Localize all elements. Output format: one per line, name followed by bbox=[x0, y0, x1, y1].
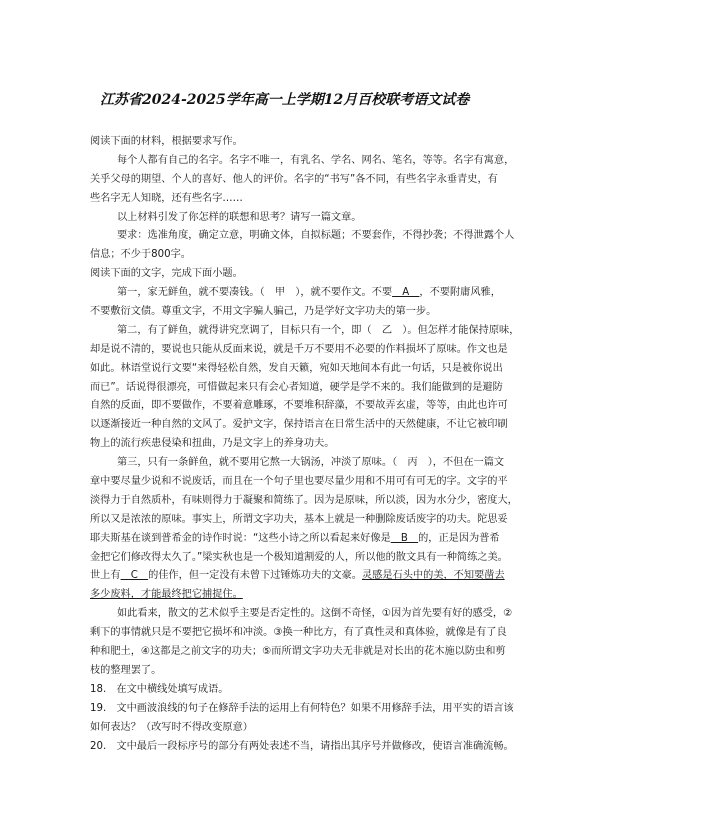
passage-line: 而已”。话说得很漂亮，可惜做起来只有会心者知道，硬学是学不来的。我们能做到的是避防 bbox=[90, 381, 503, 393]
writing-prompt: 以上材料引发了你怎样的联想和思考？请写一篇文章。 bbox=[117, 211, 362, 223]
passage-line bbox=[90, 530, 630, 549]
passage-line: 剩下的事情就只是不要把它损坏和冲淡。③换一种比方，有了真性灵和真体验，就像是有了良 bbox=[90, 627, 507, 639]
passage-text: 的佳作，但一定没有未曾下过锤炼功夫的文豪。 bbox=[148, 570, 362, 582]
writing-requirements: 信息；不少于800字。 bbox=[90, 249, 191, 261]
passage-line: 自然的反面，即不要做作，不要着意雕琢，不要堆积辞藻，不要故弄玄虚，等等，由此也许可 bbox=[90, 400, 508, 412]
passage-line: 以逐渐接近一种自然的文风了。爱护文字，保持语言在日常生活中的天然健康，不让它被印刷 bbox=[90, 419, 508, 431]
writing-material-line: 些名字无人知晓，还有些名字…… bbox=[90, 192, 243, 204]
writing-material-line: 每个人都有自己的名字。名字不唯一，有乳名、学名、网名、笔名，等等。名字有寓意， bbox=[117, 154, 515, 166]
passage-line: 物上的流行疾患侵染和扭曲，乃是文字上的养身功夫。 bbox=[90, 438, 335, 450]
writing-material-line: 关乎父母的期望、个人的喜好、他人的评价。名字的“书写”各不同，有些名字永垂青史，有 bbox=[90, 173, 498, 185]
passage-line: 如此。林语堂说行文要“来得轻松自然，发自天籁，宛如天地间本有此一句话，只是被你说出 bbox=[90, 362, 503, 374]
passage-line: 金把它们修改得太久了。”梁实秋也是一个极知道割爱的人，所以他的散文具有一种简练之美。 bbox=[90, 551, 508, 563]
document-title: 江苏省2024-2025学年高一上学期12月百校联考语文试卷 bbox=[100, 92, 470, 108]
passage-line: 第三，只有一条鲜鱼，就不要用它熬一大锅汤，冲淡了原味。（ 丙 ），不但在一篇文 bbox=[117, 457, 505, 469]
blank-c: C bbox=[120, 570, 149, 582]
passage-text: 第一，家无鲜鱼，就不要凑钱。（ 甲 ），就不要作文。不要 bbox=[117, 287, 393, 299]
passage-text: 世上有 bbox=[90, 570, 121, 582]
wavy-underlined-sentence: 灵感是石头中的美，不知要凿去 bbox=[362, 570, 505, 582]
document-body bbox=[90, 133, 630, 756]
passage-line: 如此看来，散文的艺术似乎主要是否定性的。这倒不奇怪，①因为首先要有好的感受，② bbox=[117, 608, 513, 620]
wavy-underlined-sentence: 多少废料，才能最终把它捕捉住。 bbox=[90, 589, 243, 601]
question-19: 19. 文中画波浪线的句子在修辞手法的运用上有何特色？如果不用修辞手法，用平实的语言该 bbox=[90, 702, 514, 714]
passage-text: ，不要附庸风雅， bbox=[419, 287, 501, 299]
passage-line: 所以又是浓浓的原味。事实上，所谓文字功夫，基本上就是一种删除废话废字的功夫。陀思妥 bbox=[90, 513, 508, 525]
passage-text: 的，正是因为普希 bbox=[418, 532, 500, 544]
blank-a: A bbox=[392, 287, 420, 299]
reading-intro: 阅读下面的文字，完成下面小题。 bbox=[90, 268, 243, 280]
passage-line: 枝的整理罢了。 bbox=[90, 664, 162, 676]
passage-line: 不要敷衍文债。尊重文字，不用文字骗人骗己，乃是学好文字功夫的第一步。 bbox=[90, 306, 437, 318]
writing-requirements: 要求：选准角度，确定立意，明确文体，自拟标题；不要套作，不得抄袭；不得泄露个人 bbox=[117, 230, 515, 242]
passage-line: 章中要尽量少说和不说废话，而且在一个句子里也要尽量少用和不用可有可无的字。文字的平 bbox=[90, 476, 508, 488]
question-18: 18. 在文中横线处填写成语。 bbox=[90, 683, 229, 695]
writing-intro: 阅读下面的材料，根据要求写作。 bbox=[90, 136, 243, 147]
passage-line: 种和肥土，④这都是之前文字的功夫；⑤而所谓文字功夫无非就是对长出的花木施以防虫和剪 bbox=[90, 646, 506, 658]
blank-b: B bbox=[390, 532, 419, 544]
passage-line bbox=[90, 586, 630, 605]
passage-line: 淡得力于自然质朴，有味则得力于凝聚和简练了。因为是原味，所以淡，因为水分少，密度大， bbox=[90, 494, 518, 506]
passage-text: 耶夫斯基在谈到普希金的诗作时说：“这些小诗之所以看起来好像是 bbox=[90, 532, 391, 544]
question-19-continued: 如何表达？（改写时不得改变原意） bbox=[90, 721, 253, 733]
question-20: 20. 文中最后一段标序号的部分有两处表述不当，请指出其序号并做修改，使语言准确流畅。 bbox=[90, 740, 514, 752]
passage-line bbox=[90, 567, 630, 586]
passage-line: 第二，有了鲜鱼，就得讲究烹调了，目标只有一个，即（ 乙 ）。但怎样才能保持原味， bbox=[117, 324, 520, 336]
passage-line: 却是说不清的，要说也只能从反面来说，就是千万不要用不必要的作料损坏了原味。作文也是 bbox=[90, 343, 508, 355]
passage-line bbox=[90, 284, 630, 303]
